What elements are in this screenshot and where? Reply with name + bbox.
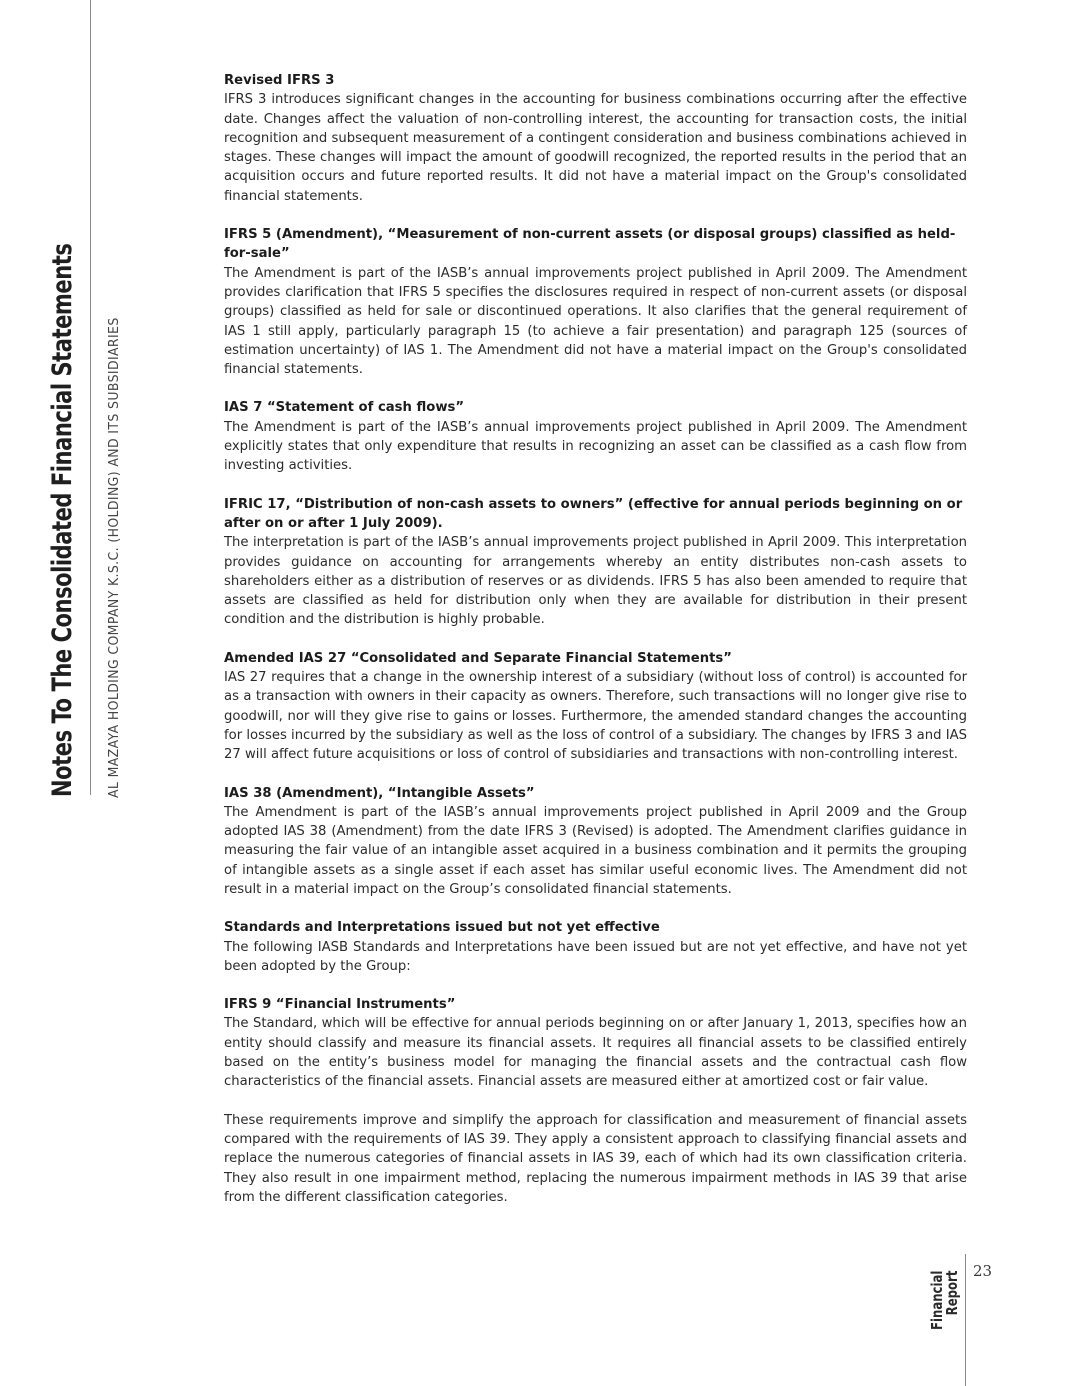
section-paragraph: The Amendment is part of the IASB’s annual improvements project published in April 2009. The Amendment explicitly states that only expenditure that results in recognizing an asset can be classified as a cash flow from investing activities. <box>224 419 967 474</box>
section-revised-ifrs3 <box>224 71 967 206</box>
side-title: Notes To The Consolidated Financial Statements <box>47 243 78 798</box>
section-paragraph: The interpretation is part of the IASB’s annual improvements project published in April 2009. This interpretation provides guidance on accounting for arrangements whereby an entity distributes non-cash assets to shareholders either as a distribution of reserves or as dividends. IFRS 5 has also been amended to require that assets are classified as held for distribution only when they are available for distribution in their present condition and the distribution is highly probable. <box>224 535 967 628</box>
page-number: 23 <box>973 1262 993 1280</box>
section-paragraph: IFRS 3 introduces significant changes in the accounting for business combinations occurring after the effective date. Changes affect the valuation of non-controlling interest, the accounting for transaction costs, the initial recognition and subsequent measurement of a contingent consideration and business combinations achieved in stages. These changes will impact the amount of goodwill recognized, the reported results in the period that an acquisition occurs and future reported results. It did not have a material impact on the Group's consolidated financial statements. <box>224 92 967 204</box>
section-heading: IFRIC 17, “Distribution of non-cash assets to owners” (effective for annual periods beginning on or after on or after 1 July 2009). <box>224 496 963 531</box>
section-heading: IFRS 5 (Amendment), “Measurement of non-current assets (or disposal groups) classified as held-for-sale” <box>224 227 956 262</box>
section-not-yet-effective <box>224 918 967 976</box>
footer-label <box>930 1271 960 1330</box>
section-heading: Amended IAS 27 “Consolidated and Separate Financial Statements” <box>224 650 732 666</box>
section-paragraph: The Standard, which will be effective for annual periods beginning on or after January 1, 2013, specifies how an entity should classify and measure its financial assets. It requires all financial assets to be classified entirely based on the entity’s business model for managing the financial assets and the contractual cash flow characteristics of the financial assets. Financial assets are measured either at amortized cost or fair value. <box>224 1016 967 1090</box>
section-paragraph: The following IASB Standards and Interpretations have been issued but are not yet effective, and have not yet been adopted by the Group: <box>224 939 967 974</box>
section-paragraph: The Amendment is part of the IASB’s annual improvements project published in April 2009 and the Group adopted IAS 38 (Amendment) from the date IFRS 3 (Revised) is adopted. The Amendment clarifies guidance in measuring the fair value of an intangible asset acquired in a business combination and it permits the grouping of intangible assets as a single asset if each asset has similar useful economic lives. The Amendment did not result in a material impact on the Group’s consolidated financial statements. <box>224 804 967 897</box>
section-ifrs9 <box>224 995 967 1207</box>
footer-label-line1: Financial <box>928 1270 946 1330</box>
company-name: AL MAZAYA HOLDING COMPANY K.S.C. (HOLDING) AND ITS SUBSIDIARIES <box>107 317 122 798</box>
footer-label-line2: Report <box>943 1270 961 1316</box>
left-vertical-rule <box>90 0 91 795</box>
footer-vertical-rule <box>965 1254 966 1386</box>
section-paragraph: These requirements improve and simplify the approach for classification and measurement of financial assets compared with the requirements of IAS 39. They apply a consistent approach to classifying financial assets and replace the numerous categories of financial assets in IAS 39, each of which had its own classification criteria. They also result in one impairment method, replacing the numerous impairment methods in IAS 39 that arise from the different classification categories. <box>224 1112 967 1205</box>
section-ias38 <box>224 784 967 900</box>
section-heading: Revised IFRS 3 <box>224 73 335 88</box>
section-ifrs5 <box>224 225 967 379</box>
section-ias7 <box>224 398 967 475</box>
section-heading: IAS 38 (Amendment), “Intangible Assets” <box>224 785 535 801</box>
section-heading: IFRS 9 “Financial Instruments” <box>224 997 456 1013</box>
section-ias27 <box>224 649 967 765</box>
section-paragraph: IAS 27 requires that a change in the ownership interest of a subsidiary (without loss of control) is accounted for as a transaction with owners in their capacity as owners. Therefore, such transactions will no longer give rise to goodwill, nor will they give rise to gains or losses. Furthermore, the amended standard changes the accounting for losses incurred by the subsidiary as well as the loss of control of a subsidiary. The changes by IFRS 3 and IAS 27 will affect future acquisitions or loss of control of subsidiaries and transactions with non-controlling interest. <box>224 670 967 763</box>
section-heading: Standards and Interpretations issued but not yet effective <box>224 920 660 936</box>
main-content <box>224 71 967 1226</box>
section-ifric17 <box>224 495 967 630</box>
section-paragraph: The Amendment is part of the IASB’s annual improvements project published in April 2009. The Amendment provides clarification that IFRS 5 specifies the disclosures required in respect of non-current assets (or disposal groups) classified as held for sale or discontinued operations. It also clarifies that the general requirement of IAS 1 still apply, particularly paragraph 15 (to achieve a fair presentation) and paragraph 125 (sources of estimation uncertainty) of IAS 1. The Amendment did not have a material impact on the Group's consolidated financial statements. <box>224 265 967 378</box>
section-heading: IAS 7 “Statement of cash flows” <box>224 400 465 416</box>
